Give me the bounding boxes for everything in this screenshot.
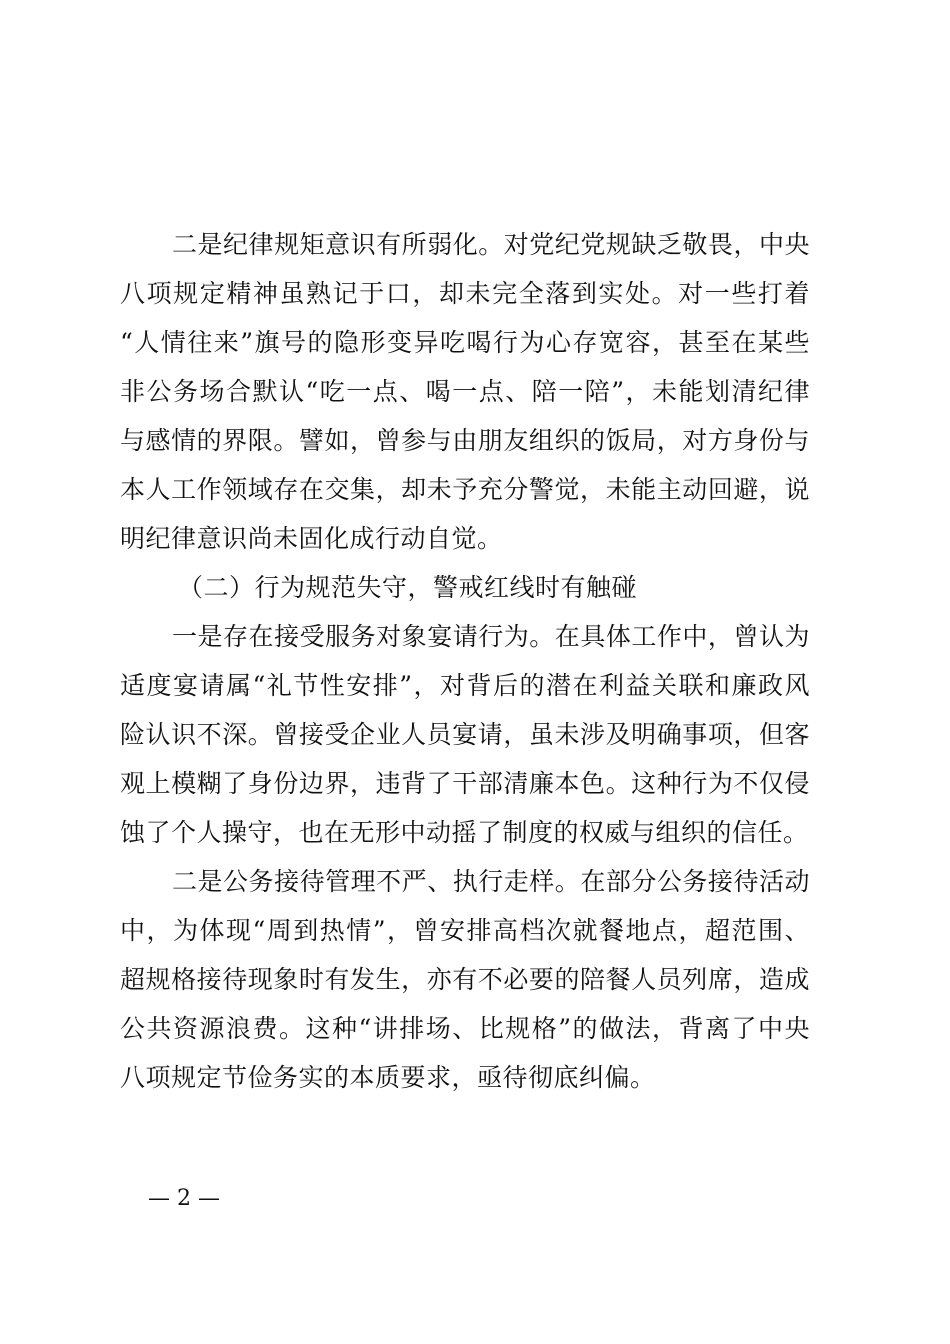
paragraph-1-line-5: 与感情的界限。譬如，曾参与由朋友组织的饭局，对方身份与	[120, 426, 810, 455]
paragraph-2-line-4: 观上模糊了身份边界，违背了干部清廉本色。这种行为不仅侵	[120, 769, 810, 798]
paragraph-3-line-4: 公共资源浪费。这种“讲排场、比规格”的做法，背离了中央	[120, 1014, 810, 1043]
paragraph-3-line-3: 超规格接待现象时有发生，亦有不必要的陪餐人员列席，造成	[120, 965, 810, 994]
paragraph-1-line-4: 非公务场合默认“吃一点、喝一点、陪一陪”，未能划清纪律	[120, 377, 810, 406]
section-heading: （二）行为规范失守，警戒红线时有触碰	[178, 573, 638, 602]
paragraph-3-line-1: 二是公务接待管理不严、执行走样。在部分公务接待活动	[172, 867, 810, 896]
paragraph-2-line-1: 一是存在接受服务对象宴请行为。在具体工作中，曾认为	[172, 622, 810, 651]
paragraph-3-line-5: 八项规定节俭务实的本质要求，亟待彻底纠偏。	[120, 1063, 656, 1092]
paragraph-2-line-3: 险认识不深。曾接受企业人员宴请，虽未涉及明确事项，但客	[120, 720, 810, 749]
paragraph-2-line-2: 适度宴请属“礼节性安排”，对背后的潜在利益关联和廉政风	[120, 671, 810, 700]
paragraph-1-line-3: “人情往来”旗号的隐形变异吃喝行为心存宽容，甚至在某些	[120, 328, 810, 357]
paragraph-3-line-2: 中，为体现“周到热情”，曾安排高档次就餐地点，超范围、	[120, 916, 810, 945]
document-body	[120, 220, 810, 1102]
page-number: — 2 —	[148, 1186, 220, 1211]
paragraph-1-line-2: 八项规定精神虽熟记于口，却未完全落到实处。对一些打着	[120, 279, 810, 308]
paragraph-1-line-6: 本人工作领域存在交集，却未予充分警觉，未能主动回避，说	[120, 475, 810, 504]
paragraph-1-line-1: 二是纪律规矩意识有所弱化。对党纪党规缺乏敬畏，中央	[172, 230, 810, 259]
paragraph-1-line-7: 明纪律意识尚未固化成行动自觉。	[120, 524, 503, 553]
paragraph-2-line-5: 蚀了个人操守，也在无形中动摇了制度的权威与组织的信任。	[120, 818, 809, 847]
